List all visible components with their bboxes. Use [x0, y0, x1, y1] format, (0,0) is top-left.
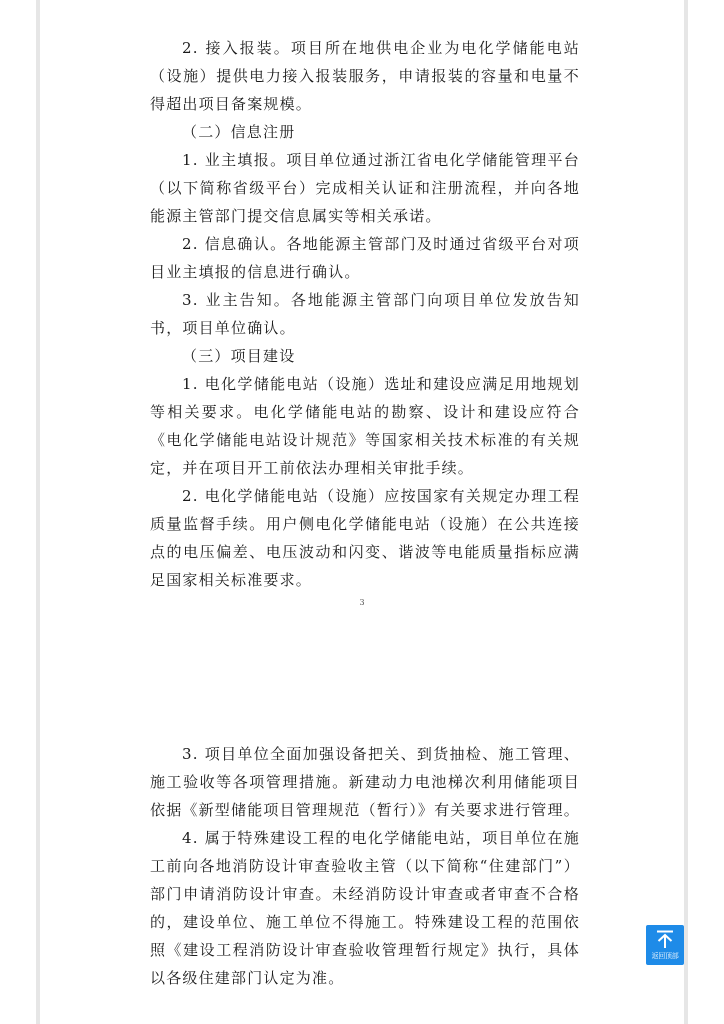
section-heading-project-construction: （三）项目建设 — [182, 347, 296, 365]
paragraph-fire-design-review: 4. 属于特殊建设工程的电化学储能电站，项目单位在施工前向各地消防设计审查验收主管（以下简称“住建部门”）部门申请消防设计审查。未经消防设计审查或者审查不合格的，建设单位、施工单位不得施工。特殊建设工程的范围依照《建设工程消防设计审查验收管理暂行规定》执行，具体以各级住建部门认定为准。 — [150, 829, 580, 987]
paragraph-owner-filing: 1. 业主填报。项目单位通过浙江省电化学储能管理平台（以下简称省级平台）完成相关认证和注册流程，并向各地能源主管部门提交信息属实等相关承诺。 — [150, 151, 580, 225]
section-heading-info-registration: （二）信息注册 — [182, 123, 296, 141]
back-to-top-button[interactable] — [646, 925, 684, 965]
page-right-edge — [684, 0, 688, 1024]
paragraph-owner-notice: 3. 业主告知。各地能源主管部门向项目单位发放告知书，项目单位确认。 — [150, 291, 580, 337]
paragraph-grid-access: 2. 接入报装。项目所在地供电企业为电化学储能电站（设施）提供电力接入报装服务，申请报装的容量和电量不得超出项目备案规模。 — [150, 39, 580, 113]
paragraph-site-selection: 1. 电化学储能电站（设施）选址和建设应满足用地规划等相关要求。电化学储能电站的勘察、设计和建设应符合《电化学储能电站设计规范》等国家相关技术标准的有关规定，并在项目开工前依法办理相关审批手续。 — [150, 375, 580, 477]
back-to-top-label: 返回顶部 — [651, 952, 679, 960]
paragraph-quality-supervision: 2. 电化学储能电站（设施）应按国家有关规定办理工程质量监督手续。用户侧电化学储能电站（设施）在公共连接点的电压偏差、电压波动和闪变、谐波等电能质量指标应满足国家相关标准要求。 — [150, 487, 580, 589]
document-page-4 — [150, 740, 580, 992]
paragraph-equipment-management: 3. 项目单位全面加强设备把关、到货抽检、施工管理、施工验收等各项管理措施。新建动力电池梯次利用储能项目依据《新型储能项目管理规范（暂行）》有关要求进行管理。 — [150, 745, 580, 819]
page-number: 3 — [359, 598, 365, 607]
paragraph-info-confirmation: 2. 信息确认。各地能源主管部门及时通过省级平台对项目业主填报的信息进行确认。 — [150, 235, 580, 281]
page-left-edge — [36, 0, 40, 1024]
document-page-3 — [150, 34, 580, 594]
arrow-up-to-top-icon — [655, 929, 675, 949]
